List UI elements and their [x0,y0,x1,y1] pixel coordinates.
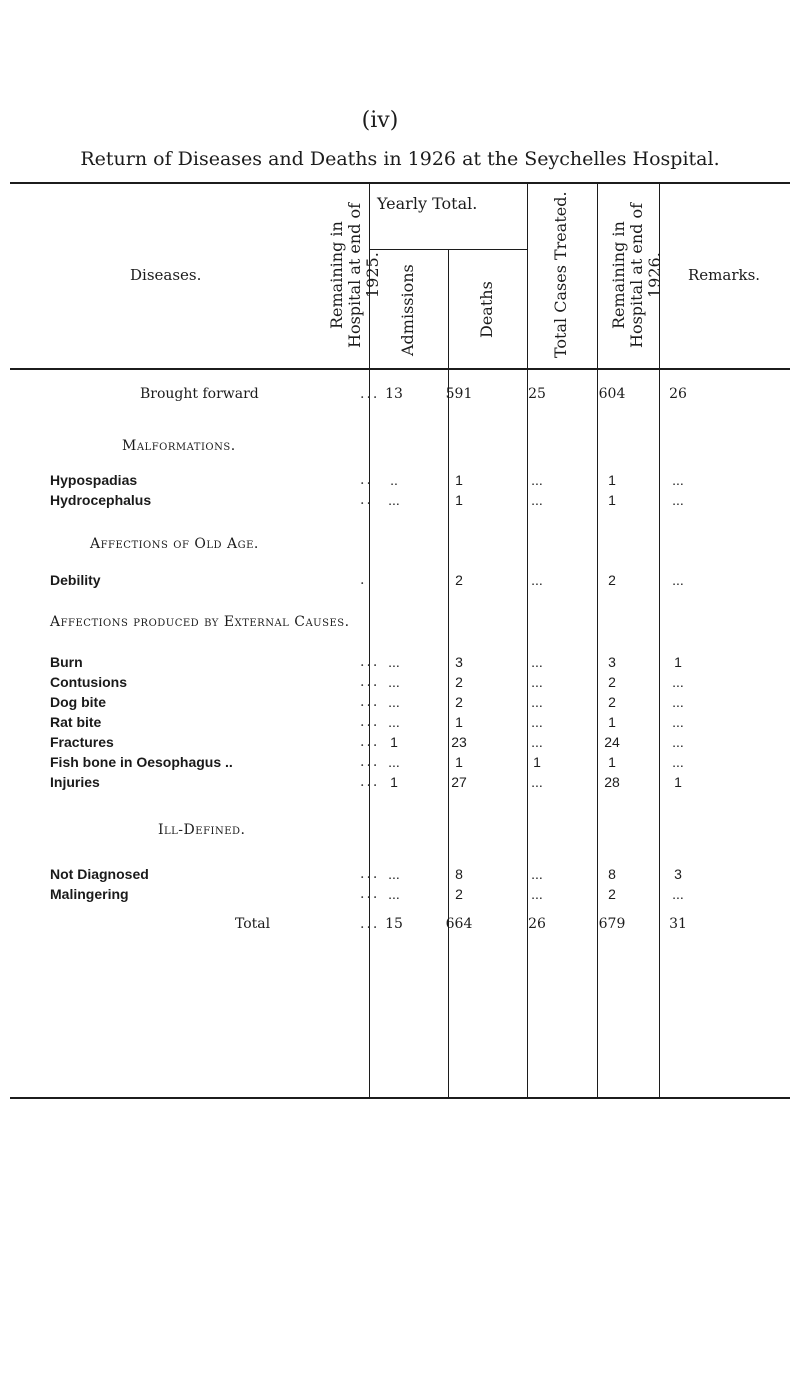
cell-total-treated: 2 [608,572,616,588]
cell-admissions: 2 [455,572,463,588]
cell-remaining-1925: 1 [390,734,398,750]
leader-dots: . [360,572,367,588]
cell-deaths: ... [531,694,543,710]
cell-deaths: ... [531,654,543,670]
leader-dots: ... [360,886,380,902]
section-heading: Affections of Old Age. [90,536,259,552]
cell-remaining-1925: ... [388,492,400,508]
cell-remaining-1926: ... [672,492,684,508]
table-row [50,472,750,492]
leader-dots: ... [360,734,380,750]
disease-name: Dog bite [50,694,106,710]
cell-admissions: 3 [455,654,463,670]
cell-total-treated: 8 [608,866,616,882]
cell-total-treated: 1 [608,754,616,770]
bf-deaths: 25 [528,386,546,402]
cell-deaths: ... [531,472,543,488]
total-label: Total [235,916,271,932]
leader-dots: .. [360,492,373,508]
cell-remaining-1926: ... [672,572,684,588]
table-row [50,714,750,734]
table-top-rule [10,182,790,184]
brought-forward-label: Brought forward [140,386,259,402]
disease-name: Rat bite [50,714,102,730]
leader-dots: ... [360,386,380,402]
disease-name: Hypospadias [50,472,138,488]
cell-remaining-1925: ... [388,886,400,902]
cell-total-treated: 28 [604,774,620,790]
cell-deaths: ... [531,492,543,508]
header-diseases: Diseases. [130,266,202,284]
disease-name: Malingering [50,886,129,902]
leader-dots: ... [360,694,380,710]
cell-remaining-1926: ... [672,754,684,770]
bf-remaining-1926: 26 [669,386,687,402]
header-yearly-total: Yearly Total. [377,194,478,213]
cell-remaining-1925: .. [390,472,398,488]
table-row [50,734,750,754]
cell-admissions: 8 [455,866,463,882]
cell-remaining-1925: ... [388,866,400,882]
header-remarks: Remarks. [688,266,761,284]
leader-dots: ... [360,774,380,790]
total-row [50,916,750,936]
table-row [50,754,750,774]
leader-dots: ... [360,674,380,690]
cell-deaths: ... [531,572,543,588]
total-remaining-1925: 15 [385,916,403,932]
cell-remaining-1926: 3 [674,866,682,882]
table-row [50,774,750,794]
total-admissions: 664 [445,916,473,932]
total-treated: 679 [598,916,626,932]
cell-remaining-1925: 1 [390,774,398,790]
col-rule-1 [369,182,370,1097]
total-remaining-1926: 31 [669,916,687,932]
brought-forward-row [50,386,750,406]
table-row [50,492,750,512]
cell-deaths: ... [531,886,543,902]
cell-remaining-1925: ... [388,754,400,770]
cell-admissions: 2 [455,694,463,710]
cell-remaining-1926: ... [672,714,684,730]
bf-admissions: 591 [445,386,473,402]
cell-total-treated: 2 [608,674,616,690]
cell-total-treated: 3 [608,654,616,670]
page-number: (iv) [361,108,399,133]
cell-admissions: 2 [455,674,463,690]
cell-remaining-1926: 1 [674,654,682,670]
cell-total-treated: 1 [608,714,616,730]
cell-remaining-1926: ... [672,472,684,488]
header-total-treated: Total Cases Treated. [551,191,570,359]
cell-remaining-1925: ... [388,674,400,690]
table-bottom-rule [10,1097,790,1099]
disease-name: Burn [50,654,83,670]
header-deaths: Deaths [477,281,496,339]
table-row [50,572,750,592]
col-rule-3 [527,182,528,1097]
cell-remaining-1925: ... [388,714,400,730]
leader-dots: .. [360,472,373,488]
cell-deaths: ... [531,866,543,882]
table-row [50,674,750,694]
cell-total-treated: 24 [604,734,620,750]
disease-name: Contusions [50,674,127,690]
bf-remaining-1925: 13 [385,386,403,402]
leader-dots: ... [360,714,380,730]
cell-deaths: ... [531,714,543,730]
disease-name: Fractures [50,734,114,750]
page-title: Return of Diseases and Deaths in 1926 at the Seychelles Hospital. [80,148,720,170]
cell-admissions: 2 [455,886,463,902]
cell-remaining-1926: ... [672,674,684,690]
col-rule-5 [659,182,660,1097]
cell-remaining-1925: ... [388,654,400,670]
header-remaining-1925: Remaining in Hospital at end of 1925. [327,202,382,348]
cell-remaining-1926: ... [672,734,684,750]
disease-name: Not Diagnosed [50,866,149,882]
leader-dots: ... [360,916,380,932]
cell-total-treated: 2 [608,694,616,710]
cell-deaths: ... [531,674,543,690]
total-deaths: 26 [528,916,546,932]
leader-dots: ... [360,654,380,670]
bf-total-treated: 604 [598,386,626,402]
section-heading: Malformations. [122,438,236,454]
cell-admissions: 1 [455,714,463,730]
section-heading: Affections produced by External Causes. [50,614,350,630]
cell-admissions: 1 [455,472,463,488]
cell-remaining-1926: 1 [674,774,682,790]
cell-remaining-1926: ... [672,886,684,902]
cell-total-treated: 1 [608,492,616,508]
table-row [50,694,750,714]
cell-admissions: 27 [451,774,467,790]
header-remaining-1926: Remaining in Hospital at end of 1926. [609,202,664,348]
leader-dots: ... [360,866,380,882]
section-heading: Ill-Defined. [158,822,246,838]
cell-total-treated: 2 [608,886,616,902]
cell-admissions: 23 [451,734,467,750]
col-rule-4 [597,182,598,1097]
cell-admissions: 1 [455,492,463,508]
disease-name: Hydrocephalus [50,492,152,508]
header-bottom-rule [10,368,790,370]
header-admissions: Admissions [398,264,417,356]
disease-name: Debility [50,572,101,588]
cell-admissions: 1 [455,754,463,770]
table-row [50,654,750,674]
table-row [50,886,750,906]
leader-dots: ... [360,754,380,770]
disease-name: Fish bone in Oesophagus .. [50,754,233,770]
disease-name: Injuries [50,774,100,790]
cell-total-treated: 1 [608,472,616,488]
cell-remaining-1926: ... [672,694,684,710]
cell-deaths: ... [531,774,543,790]
cell-deaths: 1 [533,754,541,770]
table-row [50,866,750,886]
cell-remaining-1925: ... [388,694,400,710]
cell-deaths: ... [531,734,543,750]
